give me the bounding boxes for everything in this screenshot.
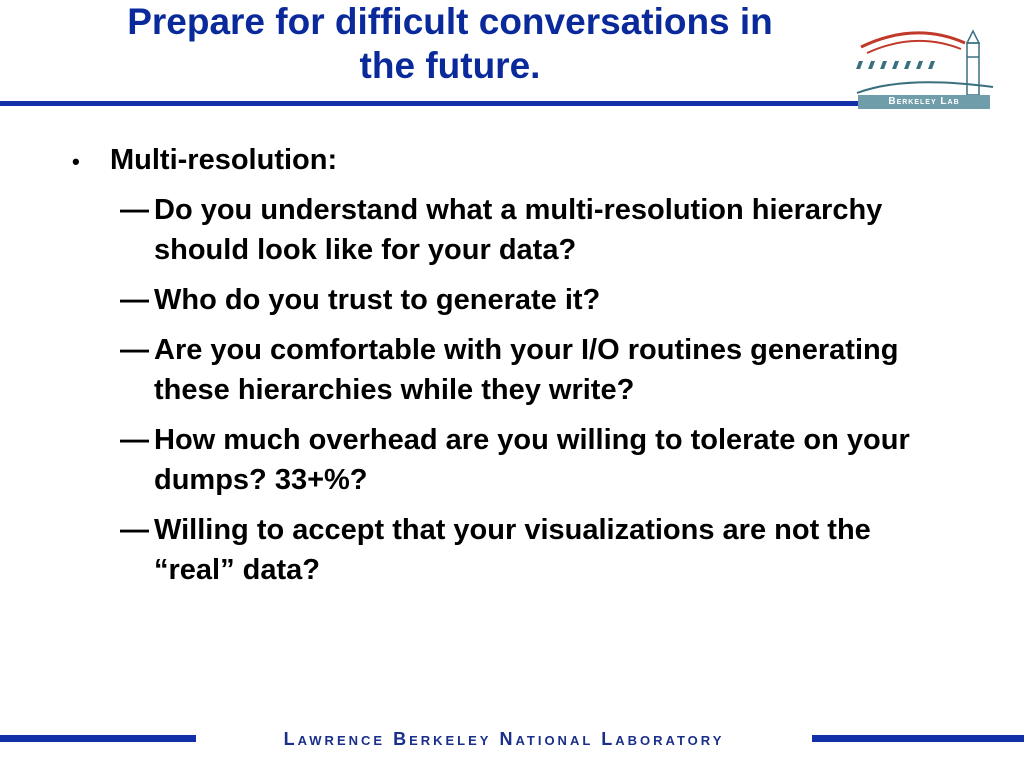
dash-marker: — [120, 194, 149, 226]
sub-item-1 [120, 190, 952, 270]
dash-marker: — [120, 284, 149, 316]
footer-bar-right [812, 735, 1024, 742]
dash-marker: — [120, 424, 149, 456]
sub-item-3 [120, 330, 952, 410]
sub-item-5 [120, 510, 952, 590]
title-line-2: the future. [359, 45, 541, 86]
footer-text: Lawrence Berkeley National Laboratory [283, 729, 725, 749]
bullet-label: Multi-resolution: [110, 144, 338, 176]
slide-title [40, 0, 860, 88]
sub-item-2 [120, 280, 952, 320]
sub-item-text: Are you comfortable with your I/O routines generating these hierarchies while they write? [154, 334, 899, 406]
logo-banner: Berkeley Lab [858, 95, 990, 109]
dash-marker: — [120, 514, 149, 546]
footer-bar-left [0, 735, 196, 742]
sub-item-text: Willing to accept that your visualizations are not the “real” data? [154, 514, 871, 586]
bullet-item [72, 140, 952, 182]
sub-item-4 [120, 420, 952, 500]
sub-item-text: Who do you trust to generate it? [154, 284, 601, 316]
bullet-marker: • [72, 149, 80, 174]
sub-item-text: How much overhead are you willing to tolerate on your dumps? 33+%? [154, 424, 910, 496]
sub-item-text: Do you understand what a multi-resolution hierarchy should look like for your data? [154, 194, 883, 266]
title-rule [0, 101, 858, 106]
dash-marker: — [120, 334, 149, 366]
sub-list [120, 190, 952, 590]
slide-body [72, 140, 952, 600]
title-line-1: Prepare for difficult conversations in [127, 1, 773, 42]
